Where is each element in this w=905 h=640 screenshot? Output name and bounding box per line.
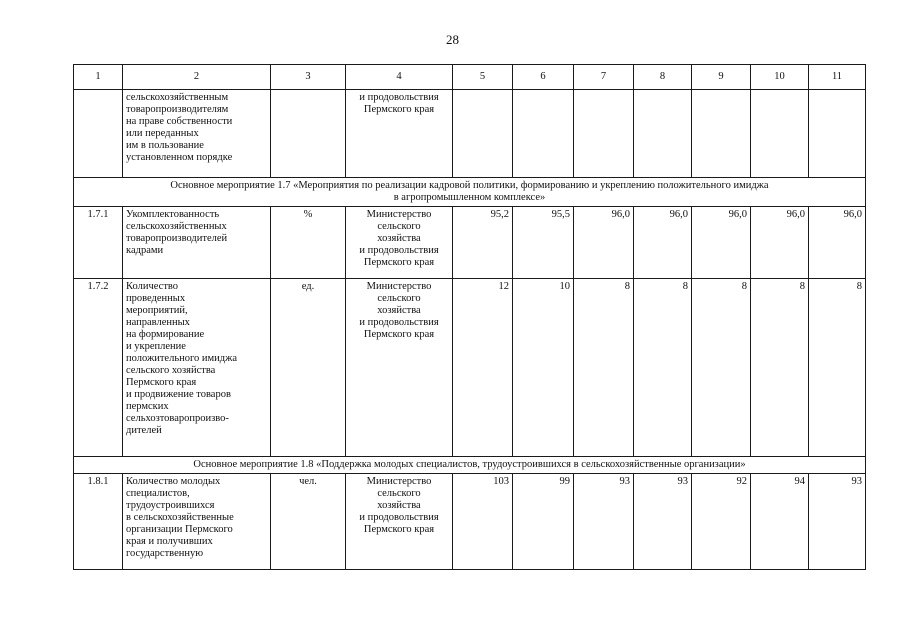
value-cell: 92 [692, 474, 751, 570]
column-number: 5 [453, 65, 513, 90]
value-cell: 8 [574, 279, 634, 457]
column-number: 3 [271, 65, 346, 90]
executor: Министерство сельского хозяйства и продовольствия Пермского края [346, 207, 453, 279]
value-cell: 12 [453, 279, 513, 457]
row-code: 1.7.1 [74, 207, 123, 279]
section-title: Основное мероприятие 1.8 «Поддержка молодых специалистов, трудоустроившихся в сельскохозяйственные организации» [74, 457, 866, 474]
value-cell: 93 [574, 474, 634, 570]
value-cell: 96,0 [692, 207, 751, 279]
value-cell [809, 90, 866, 178]
executor: Министерство сельского хозяйства и продовольствия Пермского края [346, 279, 453, 457]
column-number: 4 [346, 65, 453, 90]
unit: % [271, 207, 346, 279]
value-cell: 94 [751, 474, 809, 570]
section-row [74, 178, 866, 207]
column-number: 2 [123, 65, 271, 90]
column-number: 7 [574, 65, 634, 90]
indicators-table [73, 64, 866, 570]
value-cell: 95,5 [513, 207, 574, 279]
value-cell [574, 90, 634, 178]
value-cell: 96,0 [809, 207, 866, 279]
indicator-name: сельскохозяйственным товаропроизводителям на праве собственности или переданных им в пользование установленном порядке [123, 90, 271, 178]
column-number: 1 [74, 65, 123, 90]
row-code [74, 90, 123, 178]
column-number-row [74, 65, 866, 90]
unit [271, 90, 346, 178]
table-row [74, 90, 866, 178]
value-cell: 103 [453, 474, 513, 570]
value-cell [692, 90, 751, 178]
value-cell: 93 [634, 474, 692, 570]
row-code: 1.8.1 [74, 474, 123, 570]
executor: и продовольствия Пермского края [346, 90, 453, 178]
value-cell: 96,0 [751, 207, 809, 279]
value-cell: 93 [809, 474, 866, 570]
indicator-name: Количество проведенных мероприятий, направленных на формирование и укрепление положительного имиджа сельского хозяйства Пермского края и продвижение товаров пермских сельхозтоваропроизво- дителей [123, 279, 271, 457]
unit: ед. [271, 279, 346, 457]
value-cell: 8 [751, 279, 809, 457]
column-number: 9 [692, 65, 751, 90]
value-cell: 8 [692, 279, 751, 457]
value-cell [513, 90, 574, 178]
value-cell: 8 [809, 279, 866, 457]
section-row [74, 457, 866, 474]
value-cell: 8 [634, 279, 692, 457]
column-number: 8 [634, 65, 692, 90]
value-cell: 99 [513, 474, 574, 570]
indicator-name: Количество молодых специалистов, трудоустроившихся в сельскохозяйственные организации Пермского края и получивших государственную [123, 474, 271, 570]
table-row [74, 207, 866, 279]
column-number: 11 [809, 65, 866, 90]
value-cell: 96,0 [634, 207, 692, 279]
page-number: 28 [446, 32, 459, 47]
value-cell: 10 [513, 279, 574, 457]
section-title: Основное мероприятие 1.7 «Мероприятия по реализации кадровой политики, формированию и укреплению положительного имиджа в агропромышленном комплексе» [74, 178, 866, 207]
table-row [74, 474, 866, 570]
value-cell: 95,2 [453, 207, 513, 279]
unit: чел. [271, 474, 346, 570]
value-cell [453, 90, 513, 178]
table-row [74, 279, 866, 457]
row-code: 1.7.2 [74, 279, 123, 457]
value-cell: 96,0 [574, 207, 634, 279]
column-number: 6 [513, 65, 574, 90]
value-cell [634, 90, 692, 178]
column-number: 10 [751, 65, 809, 90]
value-cell [751, 90, 809, 178]
indicator-name: Укомплектованность сельскохозяйственных товаропроизводителей кадрами [123, 207, 271, 279]
executor: Министерство сельского хозяйства и продовольствия Пермского края [346, 474, 453, 570]
